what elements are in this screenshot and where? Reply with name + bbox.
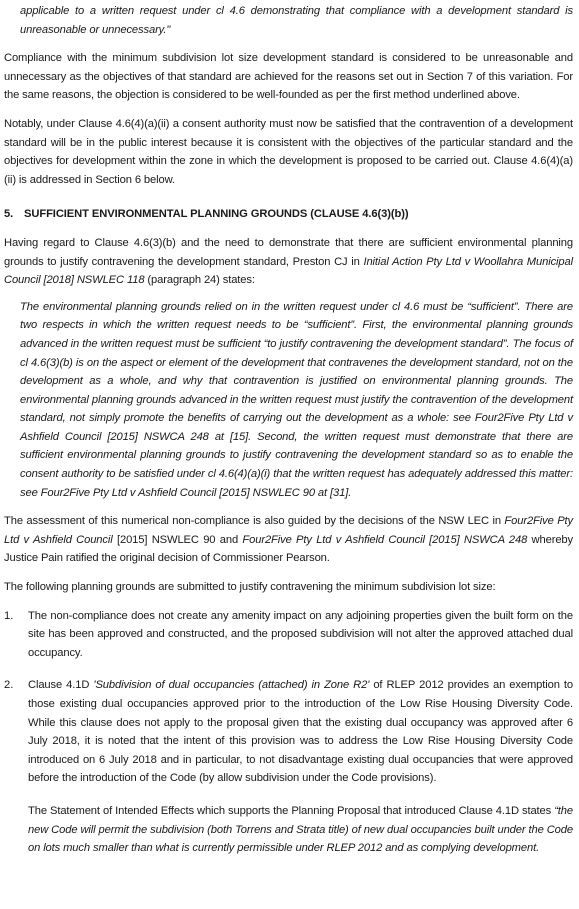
list-item-subparagraph [28,802,573,858]
paragraph-assessment [4,512,573,568]
list-marker: 1. [4,609,14,622]
quoted-passage-continuation: applicable to a written request under cl 4.6 demonstrating that compliance with a development standard is unreasonable or unnecessary." [20,5,573,36]
grounds-list [4,607,573,858]
paragraph-regard-text: Having regard to Clause 4.6(3)(b) and the need to demonstrate that there are sufficient environmental planning grounds to justify contravening the development standard, Preston CJ in [4,236,573,268]
section-number: 5. [4,208,14,221]
list-item-text-post: of RLEP 2012 provides an exemption to those existing dual occupancies approved prior to the introduction of the Low Rise Housing Diversity Code. While this clause does not apply to the proposal given that the existing dual occupancy was approved after 6 July 2018, it is noted that the intent of this provision was to address the Low Rise Housing Diversity Code introduced on 6 July 2018 and in particular, to not disadvantage existing dual occupancies that were approved before the introduction of the Code (by allow subdivision under the Code provisions). [28,679,573,785]
case-citation-1: Four2Five Pty Ltd v Ashfield Council [4,515,573,546]
list-item [4,676,573,857]
paragraph-regard [4,234,573,290]
document-page [0,2,579,909]
case-citation-2: Four2Five Pty Ltd v Ashfield Council [2015] NSWCA 248 [242,533,528,546]
case-citation: Initial Action Pty Ltd v Woollahra Municipal Council [2018] NSWLEC 118 [4,255,573,287]
section-heading [4,205,573,224]
subparagraph-quote: “the new Code will permit the subdivision (both Torrens and Strata title) of new dual occupancies built under the Code on lots much smaller than what is currently permissible under RLEP 2012 and as complying development. [28,804,573,855]
list-marker: 2. [4,679,14,692]
block-quote: The environmental planning grounds relied on in the written request under cl 4.6 must be “sufficient”. There are two respects in which the written request needs to be “sufficient”. First, the environmental planning grounds advanced in the written request must be sufficient “to justify contravening the development standard”. The focus of cl 4.6(3)(b) is on the aspect or element of the development that contravenes the development standard, not on the development as a whole, and why that contravention is justified on environmental planning grounds. The environmental planning grounds advanced in the written request must justify the contravention of the development standard, not simply promote the benefits of carrying out the development as a whole: see Four2Five Pty Ltd v Ashfield Council [2015] NSWCA 248 at [15]. Second, the written request must demonstrate that there are sufficient environmental planning grounds to justify contravening the development standard so as to enable the consent authority to be satisfied under cl 4.6(4)(a)(i) that the written request has adequately addressed this matter: see Four2Five Pty Ltd v Ashfield Council [2015] NSWLEC 90 at [31]. [20,300,573,499]
clause-title: 'Subdivision of dual occupancies (attached) in Zone R2' [93,679,370,692]
paragraph-public-interest: Notably, under Clause 4.6(4)(a)(ii) a consent authority must now be satisfied that the contravention of a development standard will be in the public interest because it is consistent with the objectives of the particular standard and the objectives for development within the zone in which the development is proposed to be carried out. Clause 4.6(4)(a)(ii) is addressed in Section 6 below. [4,117,573,186]
list-item [4,607,573,663]
list-item-text: The non-compliance does not create any amenity impact on any adjoining properties given the built form on the site has been approved and constructed, and the proposed subdivision will not alter the approved attached dual occupancy. [28,609,573,659]
assessment-text: The assessment of this numerical non-compliance is also guided by the decisions of the NSW LEC in [4,515,505,528]
paragraph-grounds-intro: The following planning grounds are submitted to justify contravening the minimum subdivision lot size: [4,581,496,594]
assessment-text-2: [2015] NSWLEC 90 and [112,533,243,546]
section-title: SUFFICIENT ENVIRONMENTAL PLANNING GROUNDS (CLAUSE 4.6(3)(b)) [24,208,409,221]
paragraph-regard-text-end: (paragraph 24) states: [144,274,255,287]
paragraph-compliance: Compliance with the minimum subdivision lot size development standard is considered to be unreasonable and unnecessary as the objectives of that standard are achieved for the reasons set out in Section 7 of this variation. For the same reasons, the objection is considered to be well-founded as per the first method underlined above. [4,52,573,102]
list-item-text-pre: Clause 4.1D [28,679,94,692]
assessment-text-3: whereby Justice Pain ratified the original decision of Commissioner Pearson. [4,533,574,565]
list-item-text [28,676,573,788]
subparagraph-text: The Statement of Intended Effects which supports the Planning Proposal that introduced Clause 4.1D states [28,804,555,817]
